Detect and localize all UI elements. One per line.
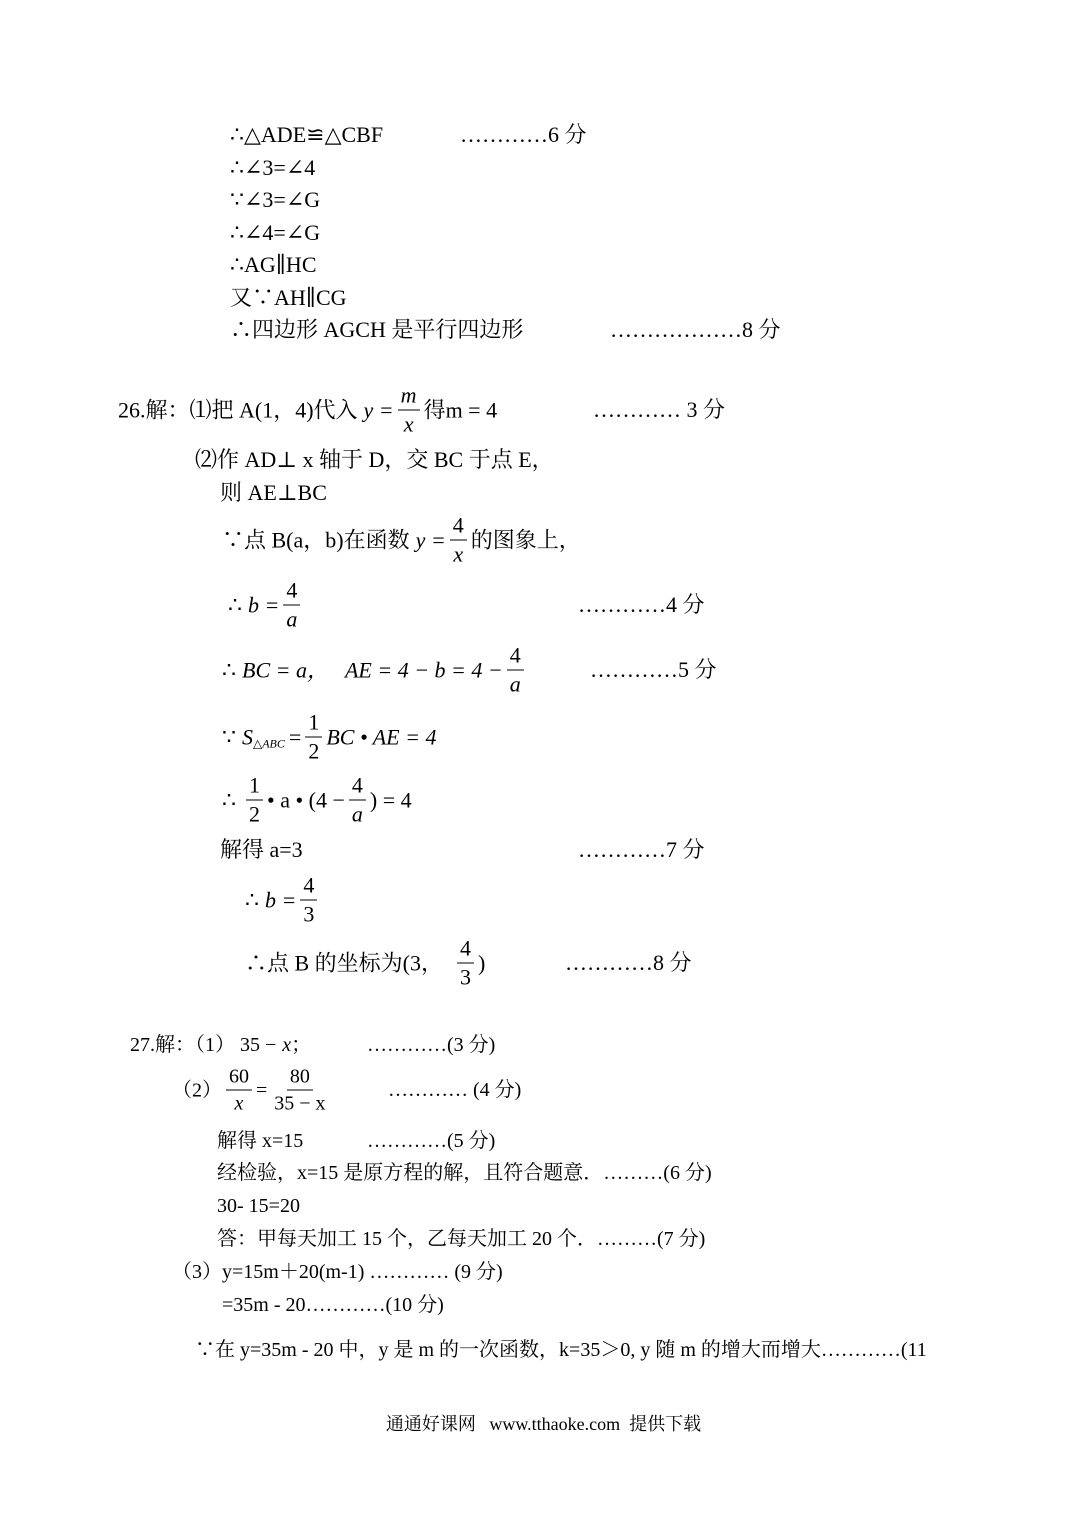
- q27-l1-tail: ；: [291, 1034, 312, 1056]
- q26-l7-s: S: [242, 724, 253, 749]
- q26-l7-rest: BC • AE = 4: [326, 724, 437, 749]
- q26-line-10: [245, 872, 321, 927]
- q26-l8-mid: • a • (4 −: [267, 787, 345, 812]
- q25-line-7-score: ………………8 分: [610, 317, 781, 342]
- fraction-numerator: 60: [226, 1067, 252, 1091]
- q26-line-4: [222, 512, 581, 567]
- q26-l1-prefix: 26.解：⑴把 A(1，4)代入: [118, 397, 358, 422]
- q26-line-9-score: …………7 分: [578, 837, 705, 862]
- fraction-denominator: 2: [249, 801, 260, 827]
- q26-l5-lhs: b =: [248, 592, 280, 617]
- fraction-denominator: a: [351, 801, 363, 827]
- q26-line-9: 解得 a=3: [220, 837, 303, 862]
- q27-line-6: 答：甲每天加工 15 个，乙每天加工 20 个．………(7 分): [217, 1228, 706, 1250]
- q26-line-2: ⑵作 AD⊥ x 轴于 D，交 BC 于点 E，: [195, 447, 554, 472]
- q26-line-11-score: …………8 分: [565, 950, 692, 975]
- q27-line-3-score: …………(5 分): [367, 1130, 496, 1152]
- q25-line-1-score: …………6 分: [460, 122, 587, 147]
- q26-line-5: [228, 577, 304, 632]
- fraction-denominator: a: [286, 606, 298, 632]
- fraction-numerator: 4: [507, 645, 524, 671]
- q27-line-2-score: ………… (4 分): [388, 1079, 522, 1101]
- q26-l8-fraction-1: [246, 772, 263, 827]
- q26-l8-fraction-2: [349, 772, 366, 827]
- q26-l7-subscript: △ABC: [253, 736, 285, 750]
- q26-l10-fraction: [300, 872, 317, 927]
- q27-l2-eq: =: [256, 1079, 268, 1101]
- q26-line-6-score: …………5 分: [590, 657, 717, 682]
- q26-l7-eq: =: [288, 724, 302, 749]
- fraction-denominator: x: [403, 411, 414, 437]
- q27-line-9: ∵在 y=35m - 20 中，y 是 m 的一次函数，k=35＞0, y 随 m 的增大而增大…………(11: [195, 1339, 927, 1361]
- q25-line-1: ∴△ADE≌△CBF: [230, 122, 384, 147]
- q26-l6-expr2: AE = 4 − b = 4 −: [344, 657, 503, 682]
- fraction-numerator: 1: [305, 712, 322, 738]
- q26-line-3: 则 AE⊥BC: [220, 480, 327, 505]
- q27-line-4: 经检验，x=15 是原方程的解，且符合题意．………(6 分): [217, 1162, 712, 1184]
- q26-l4-prefix: ∵点 B(a，b)在函数: [222, 527, 410, 552]
- q25-line-4: ∴∠4=∠G: [230, 220, 321, 245]
- q26-l6-prefix: ∴: [222, 657, 236, 682]
- fraction-denominator: 35 − x: [274, 1092, 326, 1115]
- fraction-numerator: 4: [349, 775, 366, 801]
- q27-l2-fraction-2: [271, 1067, 328, 1114]
- q26-line-1: [118, 382, 498, 437]
- fraction-numerator: m: [398, 385, 420, 411]
- q26-l1-fraction: [398, 382, 420, 437]
- q26-line-8: [222, 772, 412, 827]
- q26-l10-lhs: b =: [265, 887, 297, 912]
- q27-line-2: [172, 1067, 333, 1114]
- q26-l8-prefix: ∴: [222, 787, 236, 812]
- q26-line-11: [245, 935, 486, 990]
- q26-l11-prefix: ∴点 B 的坐标为(3，: [245, 950, 444, 975]
- fraction-numerator: 80: [287, 1067, 313, 1091]
- q25-line-3: ∵∠3=∠G: [230, 187, 321, 212]
- fraction-numerator: 4: [283, 580, 300, 606]
- q26-l7-fraction: [305, 709, 322, 764]
- q26-l6-expr1: BC = a，: [242, 657, 329, 682]
- q25-line-5: ∴AG∥HC: [230, 252, 317, 277]
- q26-l4-suffix: 的图象上，: [470, 527, 581, 552]
- q27-l2-prefix: （2）: [172, 1079, 222, 1101]
- fraction-denominator: x: [234, 1092, 244, 1115]
- fraction-denominator: x: [453, 541, 464, 567]
- q26-l5-prefix: ∴: [228, 592, 242, 617]
- q26-line-7: [222, 709, 437, 764]
- q26-line-5-score: …………4 分: [578, 592, 705, 617]
- fraction-numerator: 1: [246, 775, 263, 801]
- q26-l7-prefix: ∵: [222, 724, 236, 749]
- q26-l11-fraction: [457, 935, 474, 990]
- fraction-denominator: 3: [460, 964, 472, 990]
- fraction-denominator: 3: [303, 901, 315, 927]
- q27-line-5: 30- 15=20: [217, 1195, 300, 1217]
- q27-line-7: （3）y=15m＋20(m-1) ………… (9 分): [172, 1261, 503, 1283]
- q27-l1-prefix: 27.解：（1） 35 −: [130, 1034, 277, 1056]
- q27-line-1: [130, 1035, 311, 1055]
- q26-l11-suffix: ): [478, 950, 486, 975]
- q26-l5-fraction: [283, 577, 300, 632]
- q25-line-2: ∴∠3=∠4: [230, 155, 316, 180]
- fraction-numerator: 4: [457, 938, 474, 964]
- page-footer: 通通好课网 www.tthaoke.com 提供下载: [385, 1414, 702, 1434]
- q27-l2-fraction-1: [226, 1067, 252, 1114]
- fraction-denominator: 2: [308, 738, 320, 764]
- q25-line-6: 又∵AH∥CG: [230, 285, 347, 310]
- fraction-denominator: a: [509, 671, 521, 697]
- fraction-numerator: 4: [450, 515, 467, 541]
- q26-l8-rest: ) = 4: [369, 787, 412, 812]
- q27-line-1-score: …………(3 分): [367, 1034, 496, 1056]
- q27-line-8: =35m - 20…………(10 分): [222, 1294, 444, 1316]
- q26-l1-lhs: y =: [363, 397, 394, 422]
- q26-l10-prefix: ∴: [245, 887, 259, 912]
- q27-line-3: 解得 x=15: [217, 1130, 304, 1152]
- q27-l1-var: x: [282, 1034, 292, 1056]
- q26-line-1-score: ………… 3 分: [593, 397, 726, 422]
- q26-l6-fraction: [507, 642, 524, 697]
- q26-l4-lhs: y =: [415, 527, 446, 552]
- q26-l1-suffix: 得m = 4: [423, 397, 498, 422]
- q26-l4-fraction: [450, 512, 467, 567]
- fraction-numerator: 4: [300, 875, 317, 901]
- q26-line-6: [222, 642, 528, 697]
- q25-line-7: ∴四边形 AGCH 是平行四边形: [230, 317, 524, 342]
